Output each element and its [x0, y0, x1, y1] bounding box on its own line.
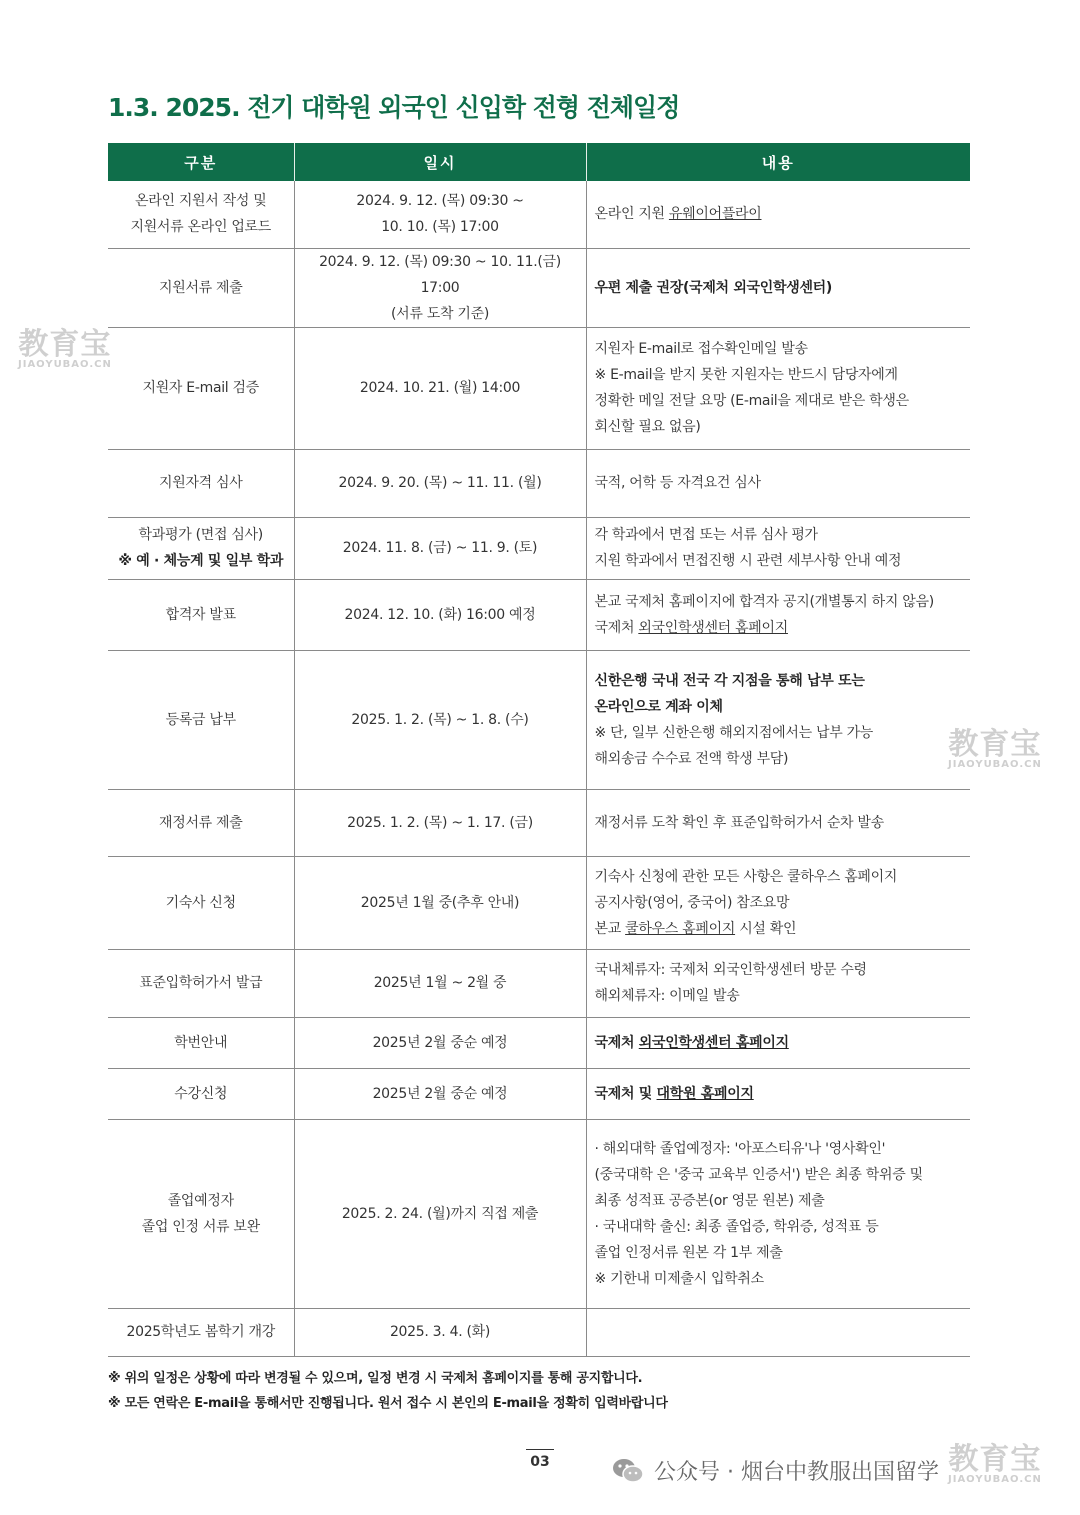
content-line	[595, 957, 963, 983]
table-row	[108, 949, 970, 1017]
category-text: 학과평가 (면접 심사)	[138, 527, 263, 543]
content-text: 본교	[594, 920, 626, 937]
category-text: ※ 예 · 체능계 및 일부 학과	[118, 553, 284, 569]
date-text: 2025년 2월 중순 예정	[372, 1085, 508, 1102]
content-text: 재정서류 도착 확인 후 표준입학허가서 순차 발송	[594, 814, 884, 831]
content-line	[595, 589, 963, 615]
category-text: 2025학년도 봄학기 개강	[126, 1324, 276, 1340]
content-cell	[586, 517, 970, 579]
category-text: 재정서류 제출	[159, 814, 243, 831]
category-text: 졸업 인정 서류 보완	[141, 1218, 260, 1235]
content-text: ※ E-mail을 받지 못한 지원자는 반드시 담당자에게	[594, 367, 898, 383]
table-row	[108, 1017, 970, 1068]
content-text: 국적, 어학 등 자격요건 심사	[594, 475, 761, 491]
content-text: (중국대학 은 '중국 교육부 인증서') 받은 최종 학위증 및	[594, 1166, 923, 1183]
table-row	[108, 650, 970, 789]
date-text: 2024. 12. 10. (화) 16:00 예정	[344, 606, 536, 623]
date-text: 2025. 1. 2. (목) ~ 1. 17. (금)	[347, 814, 533, 831]
content-cell	[586, 327, 970, 449]
category-text: 지원서류 온라인 업로드	[130, 219, 272, 236]
category-cell	[108, 327, 294, 449]
content-text: · 국내대학 출신: 최종 졸업증, 학위증, 성적표 등	[594, 1218, 879, 1235]
category-text: 등록금 납부	[165, 711, 236, 728]
category-text: 졸업예정자	[167, 1192, 234, 1209]
category-text: 지원자 E-mail 검증	[142, 380, 259, 396]
content-text: 우편 제출 권장(국제처 외국인학생센터)	[594, 279, 833, 296]
content-cell	[586, 1308, 970, 1356]
category-text: 합격자 발표	[165, 606, 236, 623]
content-line	[595, 548, 963, 574]
content-line	[595, 668, 963, 694]
content-line	[595, 615, 963, 641]
content-line	[595, 720, 963, 746]
date-text: 2024. 11. 8. (금) ~ 11. 9. (토)	[342, 540, 538, 556]
date-cell	[294, 789, 586, 856]
content-text: 정확한 메일 전달 요망 (E-mail을 제대로 받은 학생은	[594, 393, 909, 409]
content-line	[595, 1266, 963, 1292]
category-cell	[108, 449, 294, 517]
page-title: 1.3. 2025. 전기 대학원 외국인 신입학 전형 전체일정	[108, 93, 680, 122]
date-text: 2024. 9. 20. (목) ~ 11. 11. (월)	[338, 475, 542, 491]
wechat-caption	[612, 1455, 939, 1486]
category-text: 표준입학허가서 발급	[139, 975, 263, 991]
date-text: 2024. 9. 12. (목) 09:30 ~	[356, 193, 524, 210]
table-header-row	[108, 143, 970, 181]
content-text: ※ 기한내 미제출시 입학취소	[594, 1270, 764, 1287]
date-text: 2025. 3. 4. (화)	[389, 1324, 491, 1340]
date-cell	[294, 248, 586, 327]
date-text: 2024. 9. 12. (목) 09:30 ~ 10. 11.(금) 17:00	[319, 253, 561, 296]
date-text: 2025년 1월 중(추후 안내)	[360, 894, 520, 911]
content-line	[595, 275, 963, 301]
table-row	[108, 517, 970, 579]
watermark-url: JIAOYUBAO.CN	[18, 359, 112, 370]
content-line	[595, 890, 963, 916]
table-row	[108, 449, 970, 517]
page-number: 03	[526, 1449, 554, 1470]
content-link[interactable]: 대학원 홈페이지	[656, 1085, 754, 1102]
watermark-url: JIAOYUBAO.CN	[948, 1474, 1042, 1485]
date-text: 10. 10. (목) 17:00	[381, 219, 499, 236]
content-text: 각 학과에서 면접 또는 서류 심사 평가	[594, 527, 818, 543]
category-text: 지원자격 심사	[159, 475, 243, 491]
date-cell	[294, 517, 586, 579]
content-cell	[586, 1017, 970, 1068]
watermark-text: 教育宝	[18, 327, 112, 362]
date-cell	[294, 650, 586, 789]
content-text: 졸업 인정서류 원본 각 1부 제출	[594, 1244, 783, 1261]
date-text: 2025. 2. 24. (월)까지 직접 제출	[341, 1205, 539, 1222]
content-cell	[586, 949, 970, 1017]
category-cell	[108, 248, 294, 327]
date-cell	[294, 327, 586, 449]
category-cell	[108, 789, 294, 856]
content-text: 해외체류자: 이메일 발송	[594, 988, 740, 1004]
table-row	[108, 181, 970, 248]
watermark-text: 教育宝	[948, 1442, 1042, 1477]
column-header-category: 구분	[108, 143, 294, 181]
content-line	[595, 916, 963, 942]
content-line	[595, 983, 963, 1009]
content-text: 온라인 지원	[594, 206, 669, 223]
content-line	[595, 1240, 963, 1266]
content-line	[595, 336, 963, 362]
content-line	[595, 864, 963, 890]
content-text: 최종 성적표 공증본(or 영문 원본) 제출	[594, 1192, 825, 1209]
date-cell	[294, 1308, 586, 1356]
content-cell	[586, 856, 970, 949]
column-header-content: 내용	[586, 143, 970, 181]
wechat-account-name: 公众号 · 烟台中教服出国留学	[654, 1460, 939, 1485]
content-link[interactable]: 외국인학생센터 홈페이지	[638, 619, 788, 636]
date-text: 2025. 1. 2. (목) ~ 1. 8. (수)	[351, 711, 529, 728]
content-line	[595, 694, 963, 720]
content-line	[595, 1136, 963, 1162]
schedule-table	[108, 143, 970, 1357]
category-cell	[108, 650, 294, 789]
content-line	[595, 1188, 963, 1214]
content-text: 국내체류자: 국제처 외국인학생센터 방문 수령	[594, 962, 867, 978]
content-text: 해외송금 수수료 전액 학생 부담)	[594, 750, 789, 767]
table-row	[108, 1308, 970, 1356]
content-cell	[586, 650, 970, 789]
footnotes	[108, 1366, 668, 1416]
content-text: 지원 학과에서 면접진행 시 관련 세부사항 안내 예정	[594, 553, 902, 569]
content-line	[595, 522, 963, 548]
table-row	[108, 789, 970, 856]
category-cell	[108, 517, 294, 579]
category-text: 온라인 지원서 작성 및	[135, 193, 267, 210]
content-text: 회신할 필요 없음)	[594, 419, 701, 435]
date-cell	[294, 1119, 586, 1308]
table-row	[108, 856, 970, 949]
watermark-text: 教育宝	[948, 727, 1042, 762]
column-header-date: 일시	[294, 143, 586, 181]
category-cell	[108, 1119, 294, 1308]
content-text: 지원자 E-mail로 접수확인메일 발송	[594, 341, 808, 357]
content-link[interactable]: 외국인학생센터 홈페이지	[638, 1034, 789, 1051]
category-cell	[108, 1308, 294, 1356]
date-cell	[294, 449, 586, 517]
content-text: 국제처	[594, 619, 639, 636]
content-cell	[586, 1119, 970, 1308]
watermark	[948, 727, 1042, 770]
content-cell	[586, 789, 970, 856]
content-line	[595, 362, 963, 388]
date-text: 2025년 2월 중순 예정	[372, 1034, 508, 1051]
content-link[interactable]: 쿨하우스 홈페이지	[625, 920, 736, 937]
watermark	[18, 327, 112, 370]
date-text: (서류 도착 기준)	[391, 305, 489, 322]
category-cell	[108, 856, 294, 949]
footnote: ※ 위의 일정은 상황에 따라 변경될 수 있으며, 일정 변경 시 국제처 홈페이지를 통해 공지합니다.	[108, 1371, 643, 1386]
category-cell	[108, 1017, 294, 1068]
table-row	[108, 1119, 970, 1308]
category-text: 기숙사 신청	[165, 894, 236, 911]
content-cell	[586, 579, 970, 650]
category-text: 지원서류 제출	[159, 279, 243, 296]
content-text: 온라인으로 계좌 이체	[594, 698, 723, 715]
table-row	[108, 1068, 970, 1119]
category-cell	[108, 579, 294, 650]
content-cell	[586, 1068, 970, 1119]
content-line	[595, 388, 963, 414]
content-line	[595, 810, 963, 836]
content-text: 공지사항(영어, 중국어) 참조요망	[594, 894, 790, 911]
content-text: 시설 확인	[735, 920, 797, 937]
date-cell	[294, 856, 586, 949]
table-row	[108, 248, 970, 327]
category-cell	[108, 1068, 294, 1119]
category-text: 수강신청	[174, 1085, 228, 1102]
content-text: 국제처 및	[594, 1085, 657, 1102]
category-cell	[108, 949, 294, 1017]
content-line	[595, 1214, 963, 1240]
content-line	[595, 1162, 963, 1188]
content-text: 신한은행 국내 전국 각 지점을 통해 납부 또는	[594, 672, 865, 689]
watermark	[948, 1442, 1042, 1485]
content-link[interactable]: 유웨이어플라이	[668, 206, 762, 223]
content-cell	[586, 248, 970, 327]
table-row	[108, 327, 970, 449]
watermark-url: JIAOYUBAO.CN	[948, 759, 1042, 770]
date-cell	[294, 1068, 586, 1119]
content-line	[595, 1081, 963, 1107]
content-text: 국제처	[594, 1034, 639, 1051]
wechat-icon	[612, 1458, 644, 1484]
content-text: 기숙사 신청에 관한 모든 사항은 쿨하우스 홈페이지	[594, 868, 898, 885]
date-cell	[294, 949, 586, 1017]
table-row	[108, 579, 970, 650]
content-cell	[586, 449, 970, 517]
content-line	[595, 201, 963, 227]
content-line	[595, 470, 963, 496]
content-line	[595, 414, 963, 440]
date-cell	[294, 181, 586, 248]
date-text: 2025년 1월 ~ 2월 중	[373, 975, 507, 991]
date-cell	[294, 1017, 586, 1068]
content-text: ※ 단, 일부 신한은행 해외지점에서는 납부 가능	[594, 724, 874, 741]
content-cell	[586, 181, 970, 248]
content-line	[595, 1030, 963, 1056]
footnote: ※ 모든 연락은 E-mail을 통해서만 진행됩니다. 원서 접수 시 본인의 E-mail을 정확히 입력바랍니다	[108, 1396, 668, 1411]
category-text: 학번안내	[174, 1034, 228, 1051]
category-cell	[108, 181, 294, 248]
content-text: · 해외대학 졸업예정자: '아포스티유'나 '영사확인'	[594, 1140, 886, 1157]
date-text: 2024. 10. 21. (월) 14:00	[359, 380, 521, 396]
date-cell	[294, 579, 586, 650]
content-line	[595, 746, 963, 772]
content-text: 본교 국제처 홈페이지에 합격자 공지(개별통지 하지 않음)	[594, 593, 934, 610]
